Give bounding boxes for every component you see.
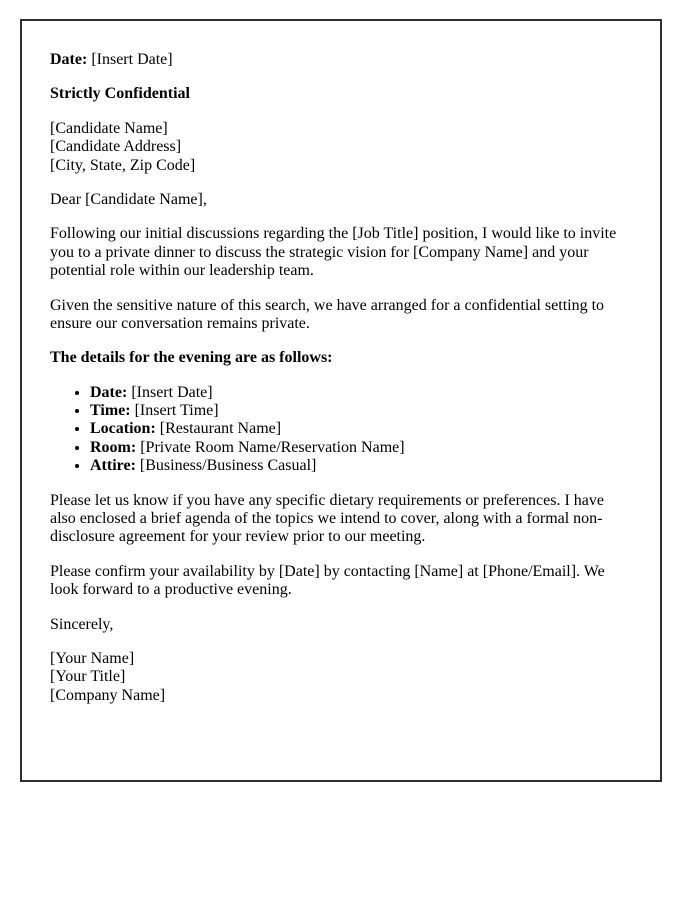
recipient-address: [Candidate Address]	[50, 138, 182, 156]
detail-label-room: Room:	[90, 438, 137, 456]
salutation: Dear [Candidate Name],	[50, 190, 207, 208]
letter-page	[20, 19, 662, 782]
closing: Sincerely,	[50, 615, 114, 633]
detail-label-time: Time:	[90, 402, 131, 420]
details-list	[50, 384, 632, 476]
detail-item-location	[90, 420, 632, 438]
signature-name: [Your Name]	[50, 649, 135, 667]
date-line	[50, 51, 632, 69]
date-value: [Insert Date]	[91, 51, 173, 68]
details-heading-text: The details for the evening are as follows:	[50, 349, 333, 367]
detail-value-location: [Restaurant Name]	[159, 420, 282, 438]
detail-label-location: Location:	[90, 420, 156, 438]
intro-paragraph: Following our initial discussions regarding the [Job Title] position, I would like to invite you to a private dinner to discuss the strategic vision for [Company Name] and your potential role within our leadership team.	[50, 225, 617, 280]
signature-title: [Your Title]	[50, 668, 126, 686]
detail-item-attire	[90, 457, 632, 475]
detail-value-time: [Insert Time]	[134, 402, 219, 420]
recipient-name: [Candidate Name]	[50, 119, 168, 137]
detail-label-date: Date:	[90, 383, 128, 401]
confidential-notice-text: Strictly Confidential	[50, 85, 190, 103]
detail-value-attire: [Business/Business Casual]	[139, 457, 317, 475]
detail-item-date	[90, 384, 632, 402]
recipient-city-state-zip: [City, State, Zip Code]	[50, 156, 196, 174]
dietary-paragraph: Please let us know if you have any specific dietary requirements or preferences. I have also enclosed a brief agenda of the topics we intend to cover, along with a formal non-disclosure agreement for your review prior to our meeting.	[50, 491, 604, 546]
detail-item-room	[90, 439, 632, 457]
confirm-paragraph: Please confirm your availability by [Date] by contacting [Name] at [Phone/Email]. We look forward to a productive evening.	[50, 562, 605, 599]
signature-block	[50, 650, 632, 705]
confidential-paragraph: Given the sensitive nature of this search, we have arranged for a confidential setting to ensure our conversation remains private.	[50, 296, 605, 332]
signature-company: [Company Name]	[50, 686, 166, 704]
date-label: Date:	[50, 51, 88, 68]
recipient-address-block	[50, 120, 632, 175]
confidential-notice	[50, 85, 632, 103]
detail-value-room: [Private Room Name/Reservation Name]	[140, 438, 405, 456]
details-heading	[50, 349, 632, 367]
detail-label-attire: Attire:	[90, 457, 136, 475]
detail-item-time	[90, 402, 632, 420]
detail-value-date: [Insert Date]	[131, 383, 213, 401]
